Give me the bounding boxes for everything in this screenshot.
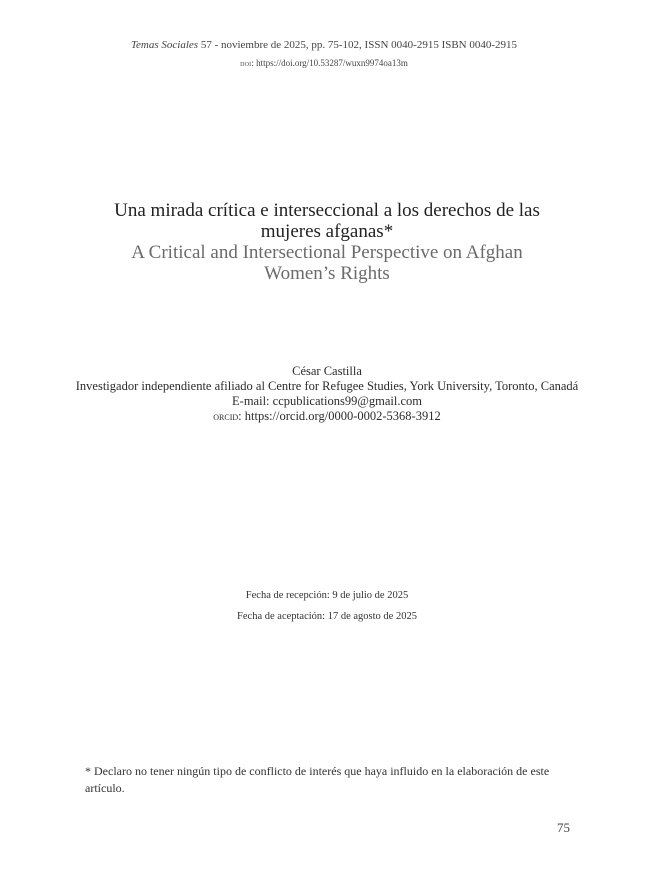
title-english: A Critical and Intersectional Perspective on Afghan Women’s Rights <box>131 242 523 284</box>
author-block <box>70 364 584 425</box>
title-spanish: Una mirada crítica e interseccional a los derechos de las mujeres afganas* <box>114 200 540 242</box>
author-affiliation: Investigador independiente afiliado al Centre for Refugee Studies, York University, Toronto, Canadá <box>75 379 579 393</box>
page-number: 75 <box>557 820 570 835</box>
author-orcid <box>70 409 584 425</box>
doi-link[interactable]: : https://doi.org/10.53287/wuxn9974oa13m <box>251 58 408 68</box>
date-received: Fecha de recepción: 9 de julio de 2025 <box>245 590 409 601</box>
doi-line <box>0 58 648 68</box>
journal-name: Temas Sociales <box>130 39 199 51</box>
dates-block <box>0 585 648 627</box>
author-email[interactable]: E-mail: ccpublications99@gmail.com <box>232 394 422 408</box>
journal-citation-line <box>0 39 648 51</box>
doi-label: doi <box>240 58 252 68</box>
orcid-link[interactable]: : https://orcid.org/0000-0002-5368-3912 <box>238 409 441 423</box>
orcid-label: orcid <box>213 411 239 423</box>
date-accepted: Fecha de aceptación: 17 de agosto de 2025 <box>237 611 417 622</box>
issue-info: 57 - noviembre de 2025, pp. 75-102, ISSN 0040-2915 ISBN 0040-2915 <box>198 39 518 51</box>
footnote: * Declaro no tener ningún tipo de conflicto de interés que haya influido en la elaboración de este artículo. <box>85 764 550 795</box>
author-name: César Castilla <box>292 364 362 378</box>
